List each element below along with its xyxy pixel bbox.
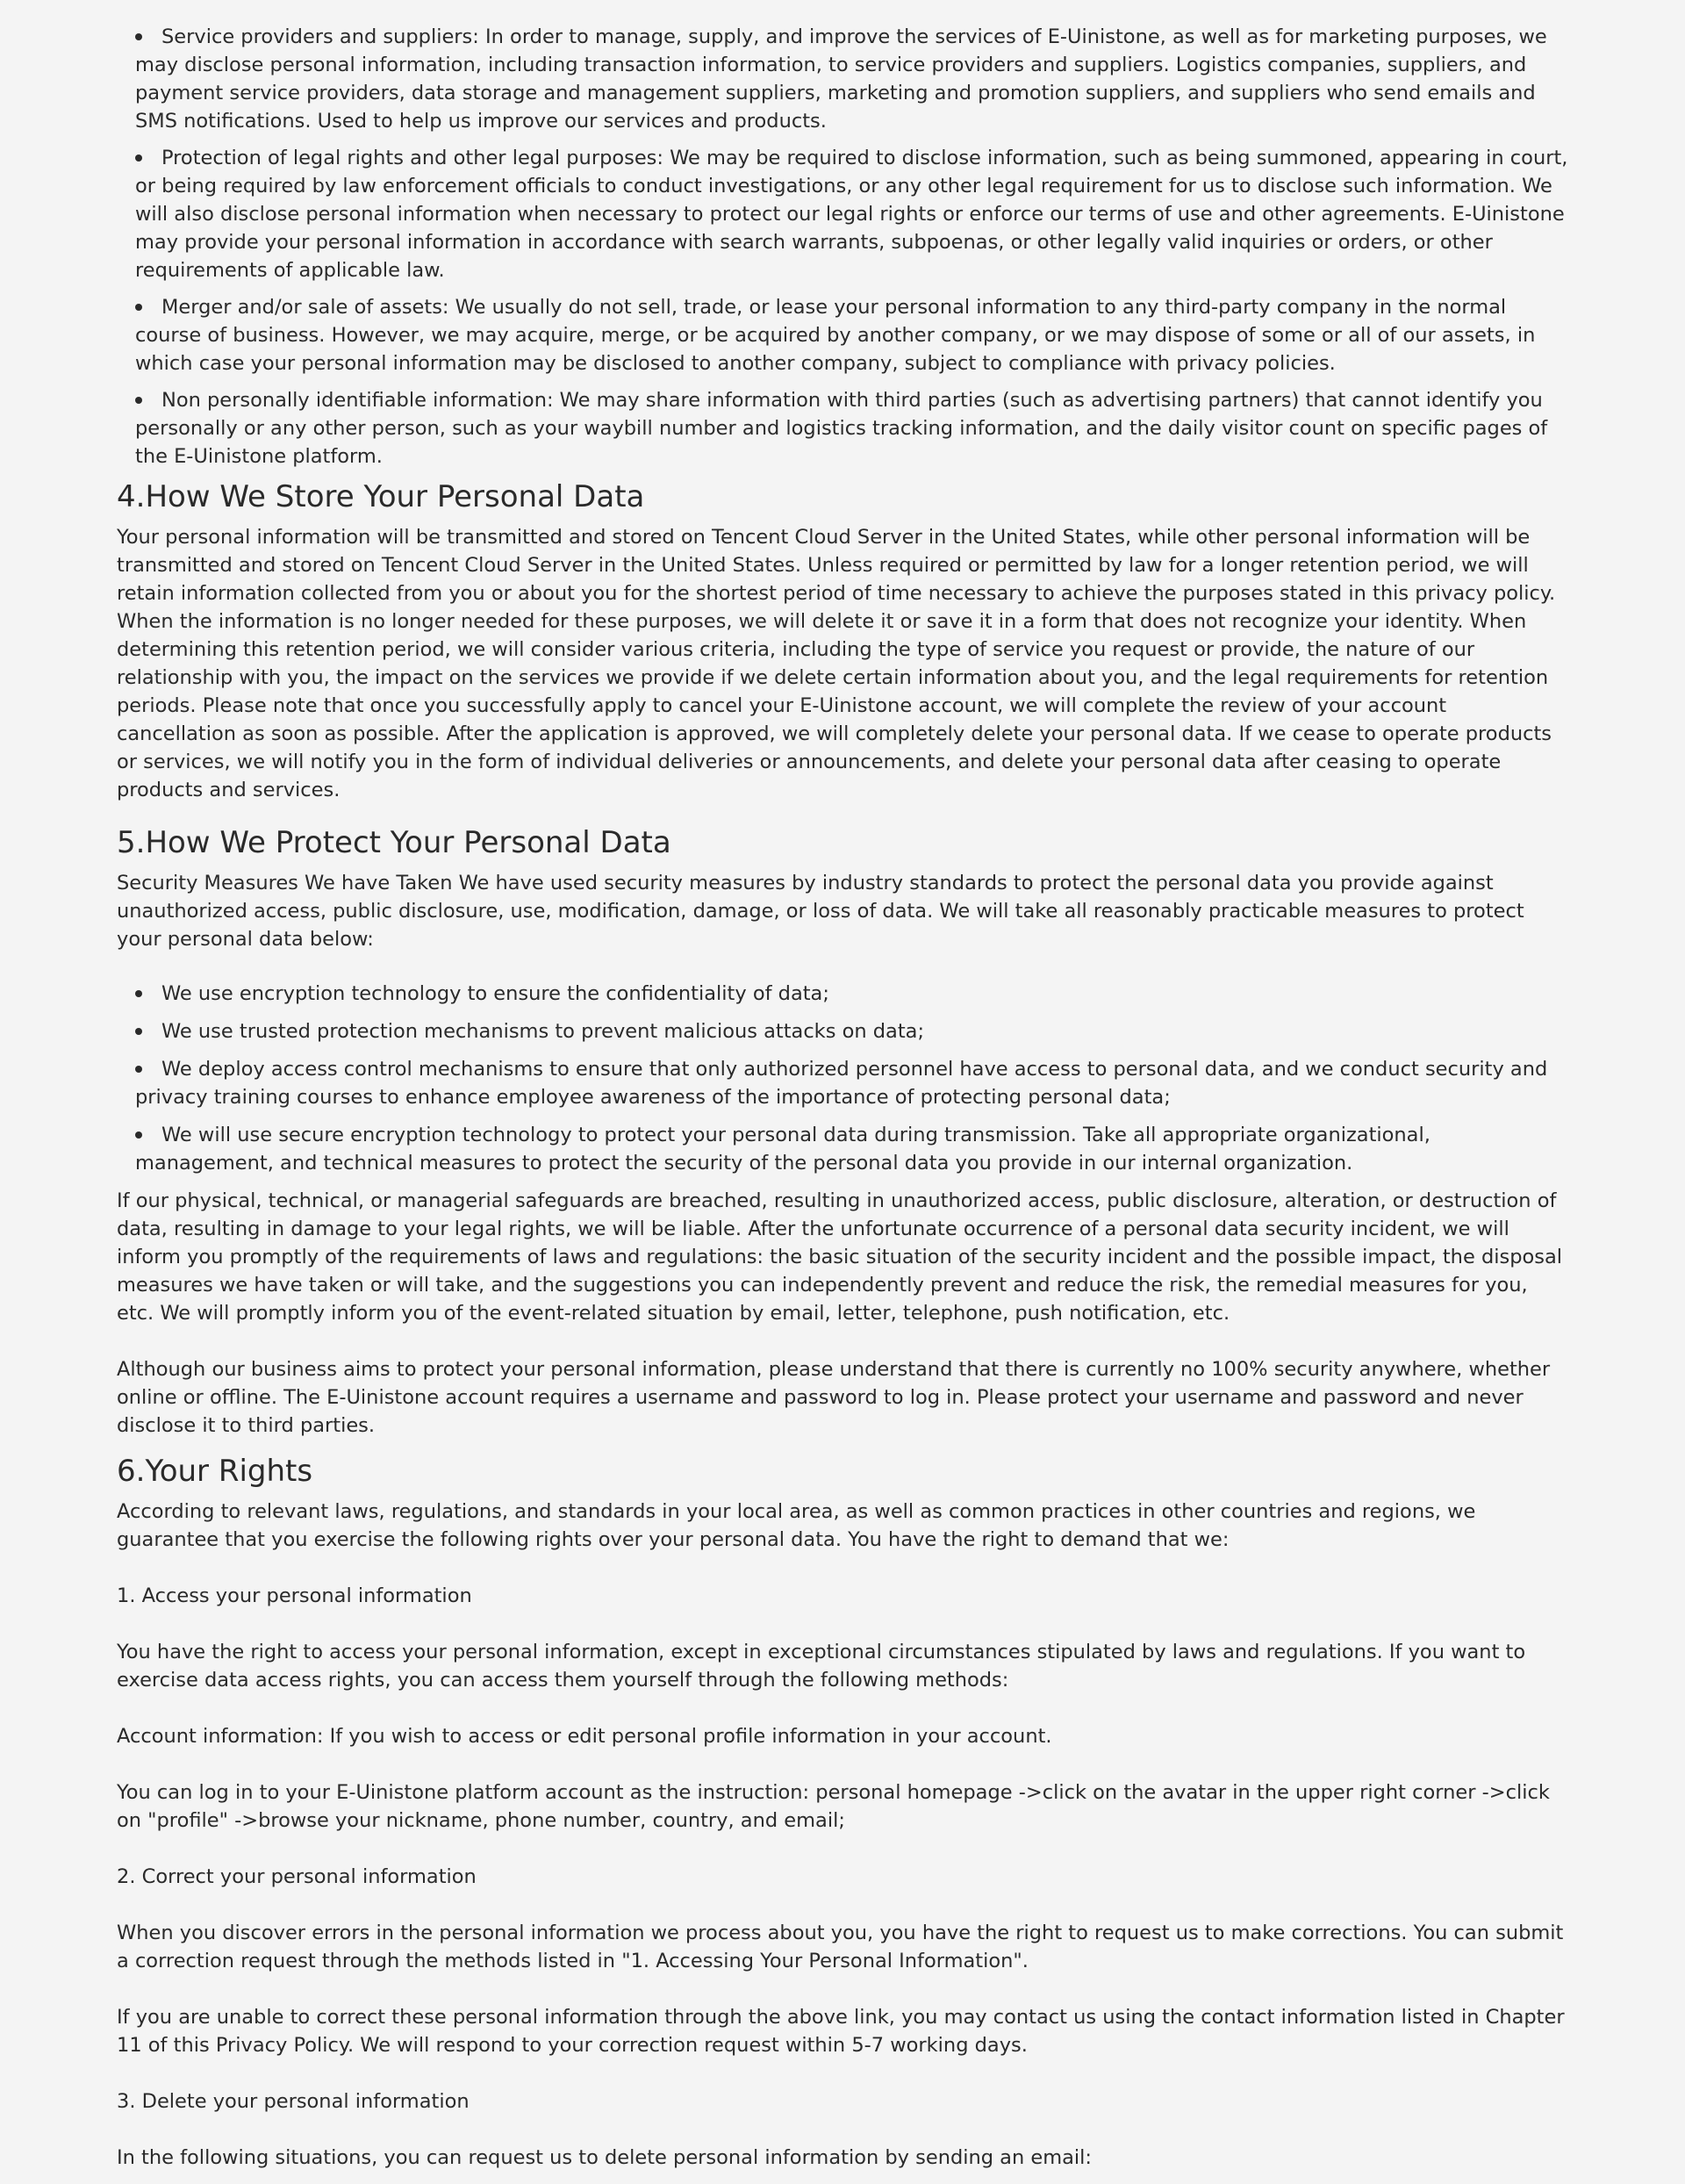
list-item: [135, 386, 1569, 471]
access-title: 1. Access your personal information: [117, 1584, 472, 1607]
list-item: [135, 1055, 1569, 1111]
security-paragraph: Although our business aims to protect your personal information, please understand that there is currently no 100% security anywhere, whether online or offline. The E-Uinistone account requires a username and password to log in. Please protect your username and password and never disclose it to third parties.: [117, 1358, 1551, 1437]
list-item-text: Service providers and suppliers: In order to manage, supply, and improve the services of E-Uinistone, as well as for marketing purposes, we may disclose personal information, including transaction information, to service providers and suppliers. Logistics companies, suppliers, and payment service providers, data storage and management suppliers, marketing and promotion suppliers, and suppliers who send emails and SMS notifications. Used to help us improve our services and products.: [135, 25, 1547, 133]
list-item-text: Non personally identifiable information: We may share information with third parties (such as advertising partners) that cannot identify you personally or any other person, such as your waybill number and logistics tracking information, and the daily visitor count on specific pages of the E-Uinistone platform.: [135, 389, 1548, 468]
access-body: You have the right to access your personal information, except in exceptional circumstances stipulated by laws and regulations. If you want to exercise data access rights, you can access them yourself through the following methods:: [117, 1641, 1526, 1692]
delete-title: 3. Delete your personal information: [117, 2090, 470, 2113]
list-item-text: Protection of legal rights and other legal purposes: We may be required to disclose information, such as being summoned, appearing in court, or being required by law enforcement officials to conduct investigations, or any other legal requirement for us to disclose such information. We will also disclose personal information when necessary to protect our legal rights or enforce our terms of use and other agreements. E-Uinistone may provide your personal information in accordance with search warrants, subpoenas, or other legally valid inquiries or orders, or other requirements of applicable law.: [135, 147, 1568, 282]
list-item: [135, 23, 1569, 135]
policy-content: [117, 23, 1569, 2172]
list-item: [135, 144, 1569, 284]
protect-intro: Security Measures We have Taken We have used security measures by industry standards to protect the personal data you provide against unauthorized access, public disclosure, use, modification, damage, or loss of data. We will take all reasonably practicable measures to protect your personal data below:: [117, 872, 1524, 951]
rights-intro: According to relevant laws, regulations, and standards in your local area, as well as common practices in other countries and regions, we guarantee that you exercise the following rights over your personal data. You have the right to demand that we:: [117, 1500, 1476, 1551]
section-heading-protect: 5.How We Protect Your Personal Data: [117, 825, 671, 860]
login-instructions: You can log in to your E-Uinistone platform account as the instruction: personal homepage ->click on the avatar in the upper right corner ->click on "profile" ->browse your nickname, phone number, country, and email;: [117, 1781, 1550, 1832]
list-item: [135, 980, 1569, 1008]
list-item-text: We deploy access control mechanisms to ensure that only authorized personnel have access to personal data, and we conduct security and privacy training courses to enhance employee awareness of the importance of protecting personal data;: [135, 1058, 1548, 1109]
section-heading-store: 4.How We Store Your Personal Data: [117, 479, 645, 514]
correct-title: 2. Correct your personal information: [117, 1865, 477, 1888]
delete-body: In the following situations, you can request us to delete personal information by sending an email:: [117, 2146, 1093, 2169]
list-item-text: We use encryption technology to ensure the confidentiality of data;: [161, 982, 829, 1005]
list-item: [135, 293, 1569, 377]
list-item: [135, 1121, 1569, 1177]
list-item: [135, 1017, 1569, 1045]
sharing-list: [117, 23, 1569, 471]
list-item-text: We use trusted protection mechanisms to prevent malicious attacks on data;: [161, 1020, 925, 1043]
breach-paragraph: If our physical, technical, or managerial safeguards are breached, resulting in unauthorized access, public disclosure, alteration, or destruction of data, resulting in damage to your legal rights, we will be liable. After the unfortunate occurrence of a personal data security incident, we will inform you promptly of the requirements of laws and regulations: the basic situation of the security incident and the possible impact, the disposal measures we have taken or will take, and the suggestions you can independently prevent and reduce the risk, the remedial measures for you, etc. We will promptly inform you of the event-related situation by email, letter, telephone, push notification, etc.: [117, 1189, 1563, 1325]
store-paragraph: Your personal information will be transmitted and stored on Tencent Cloud Server in the United States, while other personal information will be transmitted and stored on Tencent Cloud Server in the United States. Unless required or permitted by law for a longer retention period, we will retain information collected from you or about you for the shortest period of time necessary to achieve the purposes stated in this privacy policy. When the information is no longer needed for these purposes, we will delete it or save it in a form that does not recognize your identity. When determining this retention period, we will consider various criteria, including the type of service you request or provide, the nature of our relationship with you, the impact on the services we provide if we delete certain information about you, and the legal requirements for retention periods. Please note that once you successfully apply to cancel your E-Uinistone account, we will complete the review of your account cancellation as soon as possible. After the application is approved, we will completely delete your personal data. If we cease to operate products or services, we will notify you in the form of individual deliveries or announcements, and delete your personal data after ceasing to operate products and services.: [117, 526, 1556, 801]
list-item-text: We will use secure encryption technology to protect your personal data during transmission. Take all appropriate organizational, management, and technical measures to protect the security of the personal data you provide in our internal organization.: [135, 1124, 1430, 1175]
security-measures-list: [117, 980, 1569, 1177]
correct-body: When you discover errors in the personal information we process about you, you have the right to request us to make corrections. You can submit a correction request through the methods listed in "1. Accessing Your Personal Information".: [117, 1922, 1564, 1972]
section-heading-rights: 6.Your Rights: [117, 1454, 313, 1489]
account-info: Account information: If you wish to access or edit personal profile information in your account.: [117, 1725, 1052, 1748]
correct-contact: If you are unable to correct these personal information through the above link, you may contact us using the contact information listed in Chapter 11 of this Privacy Policy. We will respond to your correction request within 5-7 working days.: [117, 2006, 1565, 2057]
list-item-text: Merger and/or sale of assets: We usually do not sell, trade, or lease your personal information to any third-party company in the normal course of business. However, we may acquire, merge, or be acquired by another company, or we may dispose of some or all of our assets, in which case your personal information may be disclosed to another company, subject to compliance with privacy policies.: [135, 296, 1536, 375]
